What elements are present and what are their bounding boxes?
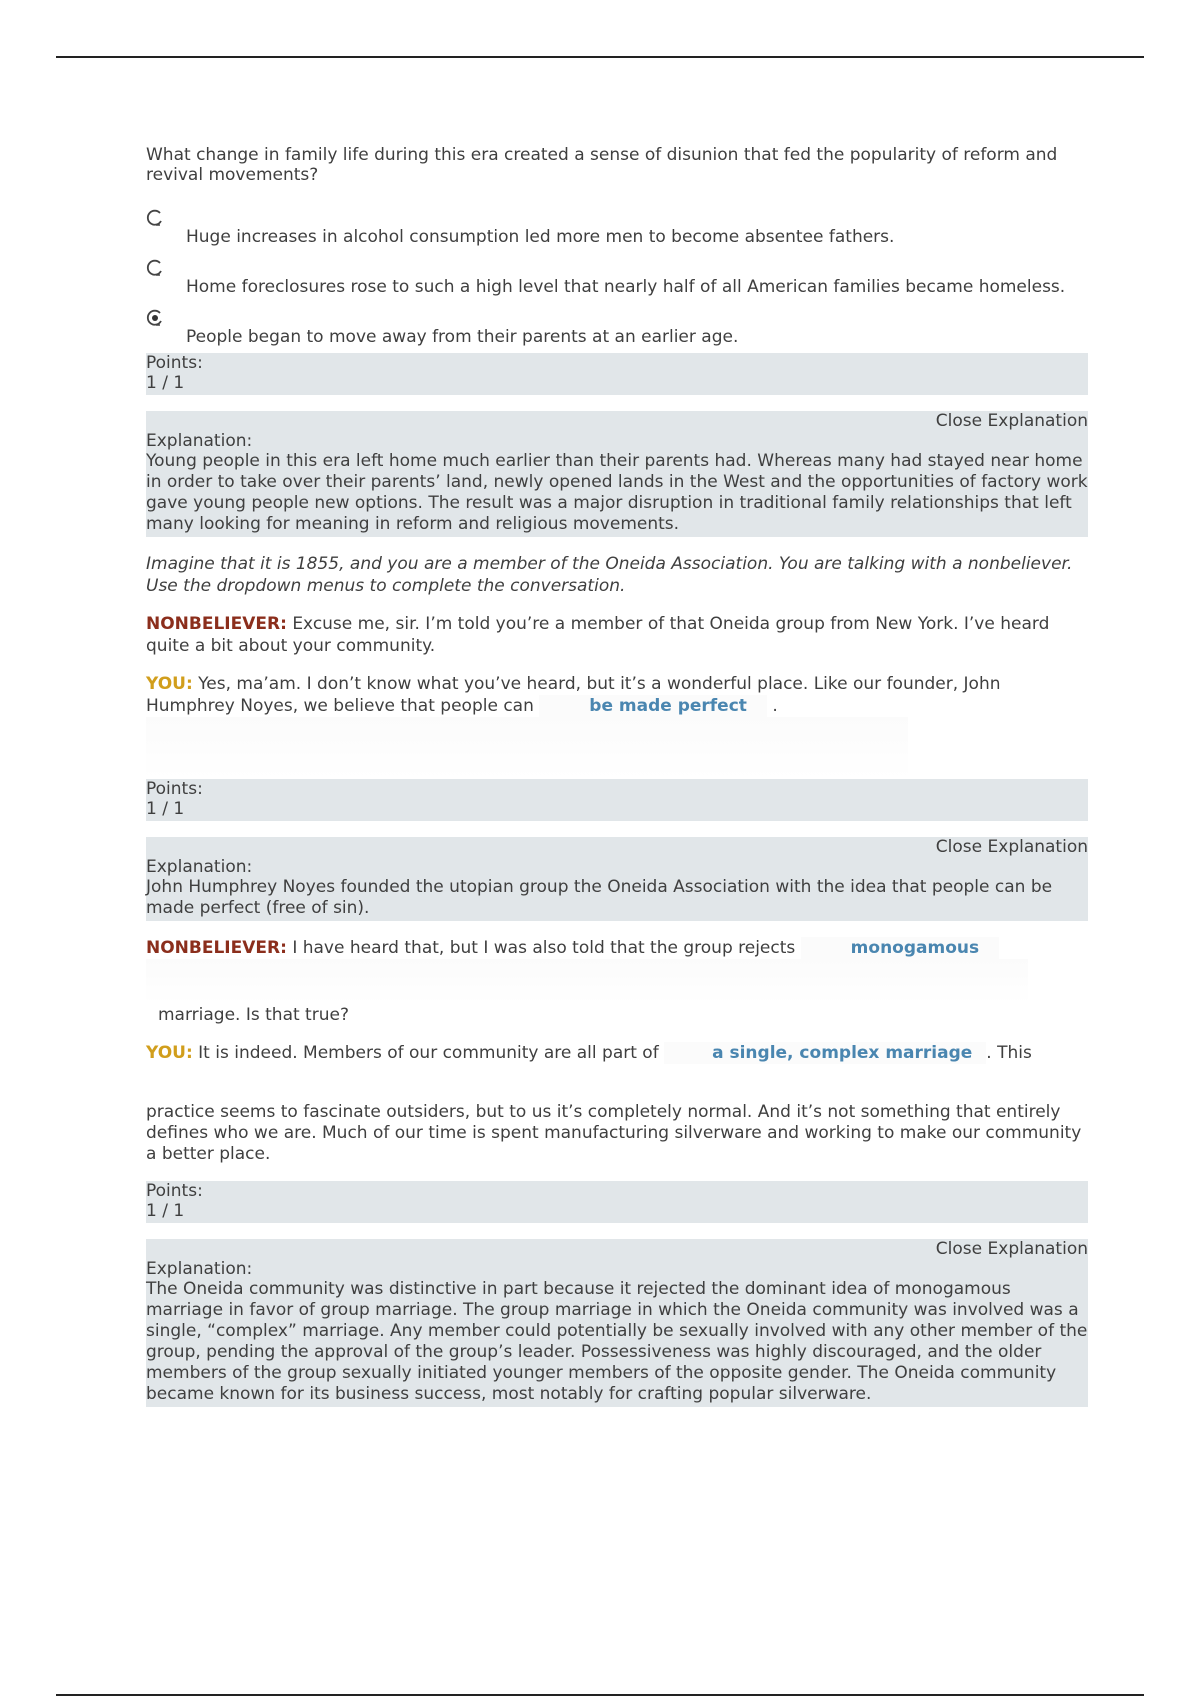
answer-option[interactable] xyxy=(146,257,1088,297)
dropdown-spacer xyxy=(146,717,908,779)
dialogue-line xyxy=(146,673,1088,717)
dialogue-text: I have heard that, but I was also told that the group rejects xyxy=(292,938,796,958)
close-explanation-link[interactable]: Close Explanation xyxy=(935,1239,1088,1259)
answer-option[interactable] xyxy=(146,207,1088,247)
dropdown-answer[interactable]: be made perfect xyxy=(539,695,767,717)
answer-option-label: Home foreclosures rose to such a high level that nearly half of all American families became homeless. xyxy=(186,277,1066,297)
points-value: 1 / 1 xyxy=(146,799,185,819)
answer-option-label: Huge increases in alcohol consumption led more men to become absentee fathers. xyxy=(186,227,895,247)
explanation-text: John Humphrey Noyes founded the utopian group the Oneida Association with the idea that people can be made perfect (free of sin). xyxy=(146,877,1053,918)
answer-option-label: People began to move away from their parents at an earlier age. xyxy=(186,327,739,347)
dialogue-text-after: . xyxy=(772,696,778,716)
dialogue-continuation: practice seems to fascinate outsiders, but to us it’s completely normal. And it’s not something that entirely defines who we are. Much of our time is spent manufacturing silverware and working to make our community a better place. xyxy=(146,1102,1082,1164)
explanation-label: Explanation: xyxy=(146,1259,253,1279)
top-rule xyxy=(56,56,1144,58)
dialogue-text-after: . This xyxy=(986,1043,1032,1063)
radio-selected-icon[interactable] xyxy=(146,309,162,325)
dropdown-spacer xyxy=(146,959,1028,1004)
explanation-text: Young people in this era left home much earlier than their parents had. Whereas many had stayed near home in order to take over their parents’ land, newly opened lands in the West and the opportunities of factory work gave young people new options. The result was a major disruption in traditional family relationships that left many looking for meaning in reform and religious movements. xyxy=(146,451,1088,534)
explanation-box xyxy=(146,411,1088,537)
dialogue-text: Excuse me, sir. I’m told you’re a member of that Oneida group from New York. I’ve heard quite a bit about your community. xyxy=(146,614,1050,656)
points-value: 1 / 1 xyxy=(146,373,185,393)
answer-option-selected[interactable] xyxy=(146,307,1088,347)
radio-unselected-icon[interactable] xyxy=(146,209,162,225)
points-box xyxy=(146,353,1088,395)
points-label: Points: xyxy=(146,779,203,799)
nonbeliever-label: NONBELIEVER: xyxy=(146,614,287,634)
dropdown-answer[interactable]: monogamous xyxy=(801,937,999,959)
points-value: 1 / 1 xyxy=(146,1201,185,1221)
close-explanation-link[interactable]: Close Explanation xyxy=(935,837,1088,857)
dropdown-spacer xyxy=(146,1064,1088,1102)
explanation-box xyxy=(146,837,1088,921)
points-box xyxy=(146,1181,1088,1223)
page-content xyxy=(146,145,1088,1423)
dropdown-answer[interactable]: a single, complex marriage xyxy=(664,1042,986,1064)
bottom-rule xyxy=(56,1694,1144,1696)
you-label: YOU: xyxy=(146,1043,193,1063)
scenario-text: Imagine that it is 1855, and you are a member of the Oneida Association. You are talking with a nonbeliever. Use the dropdown menus to complete the conversation. xyxy=(146,554,1073,596)
dialogue-line xyxy=(146,937,1088,959)
points-label: Points: xyxy=(146,353,203,373)
question-text: What change in family life during this era created a sense of disunion that fed the popularity of reform and revival movements? xyxy=(146,145,1058,185)
dialogue-line xyxy=(146,613,1088,657)
nonbeliever-label: NONBELIEVER: xyxy=(146,938,287,958)
you-label: YOU: xyxy=(146,674,193,694)
dialogue-text-after: marriage. Is that true? xyxy=(158,1005,349,1025)
explanation-label: Explanation: xyxy=(146,857,253,877)
dialogue-text: It is indeed. Members of our community are all part of xyxy=(198,1043,659,1063)
points-label: Points: xyxy=(146,1181,203,1201)
explanation-text: The Oneida community was distinctive in part because it rejected the dominant idea of monogamous marriage in favor of group marriage. The group marriage in which the Oneida community was involved was a single, “complex” marriage. Any member could potentially be sexually involved with any other member of the group, pending the approval of the group’s leader. Possessiveness was highly discouraged, and the older members of the group sexually initiated younger members of the opposite gender. The Oneida community became known for its business success, most notably for crafting popular silverware. xyxy=(146,1279,1088,1404)
points-box xyxy=(146,779,1088,821)
radio-unselected-icon[interactable] xyxy=(146,259,162,275)
dialogue-line xyxy=(146,1042,1088,1064)
explanation-box xyxy=(146,1239,1088,1407)
dialogue-text: Yes, ma’am. I don’t know what you’ve heard, but it’s a wonderful place. Like our founder, John Humphrey Noyes, we believe that people can xyxy=(146,674,1001,716)
close-explanation-link[interactable]: Close Explanation xyxy=(935,411,1088,431)
explanation-label: Explanation: xyxy=(146,431,253,451)
